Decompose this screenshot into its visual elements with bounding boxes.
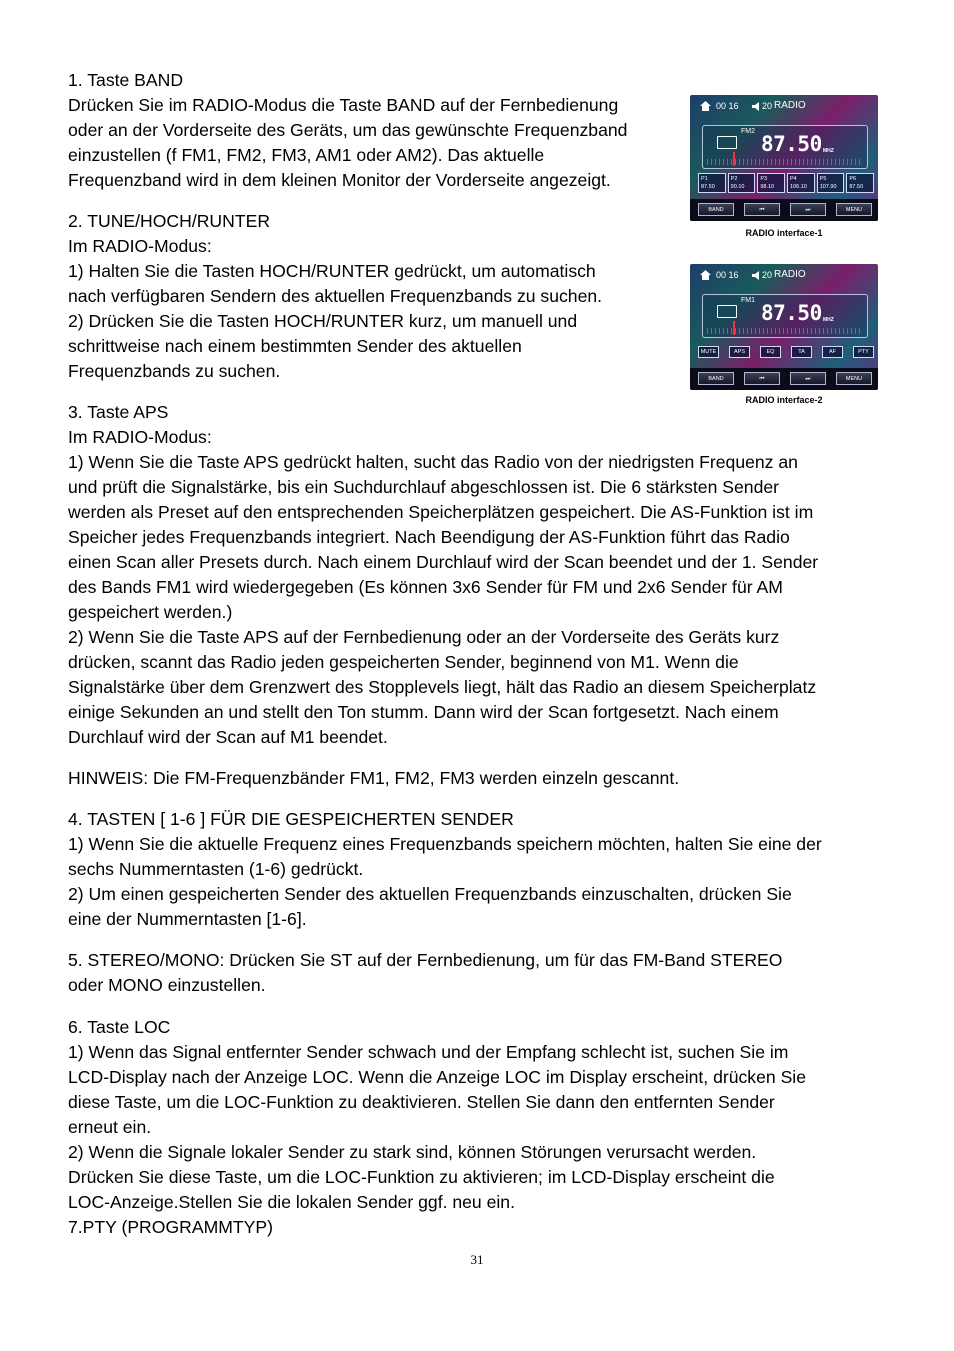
preset-button-4[interactable] — [787, 173, 815, 193]
frequency-unit: MHZ — [823, 148, 834, 154]
section-3-heading: 3. Taste APS — [68, 402, 169, 422]
home-icon — [700, 270, 711, 280]
section-7-heading: 7.PTY (PROGRAMMTYP) — [68, 1217, 273, 1237]
next-icon[interactable]: ⏭ — [790, 203, 826, 216]
section-5-line: oder MONO einzustellen. — [68, 975, 266, 995]
clock: 00 16 — [716, 270, 739, 280]
band-button[interactable]: BAND — [698, 203, 734, 216]
home-icon — [700, 101, 711, 111]
section-2-heading: 2. TUNE/HOCH/RUNTER — [68, 211, 271, 231]
function-row — [698, 346, 874, 358]
previous-icon[interactable]: ⏮ — [744, 372, 780, 385]
preset-frequency: 87.50 — [701, 184, 715, 190]
volume-icon — [752, 271, 761, 280]
preset-label: P1 — [701, 176, 708, 182]
section-2-line: nach verfügbaren Sendern des aktuellen Frequenzbands zu suchen. — [68, 286, 603, 306]
radio-interface-1-screenshot — [690, 95, 878, 221]
section-6-line: 2) Wenn die Signale lokaler Sender zu stark sind, können Störungen verursacht werden. — [68, 1142, 757, 1162]
section-1-line: oder an der Vorderseite des Geräts, um das gewünschte Frequenzband — [68, 120, 628, 140]
section-3-line: 2) Wenn Sie die Taste APS auf der Fernbedienung oder an der Vorderseite des Geräts kurz — [68, 627, 780, 647]
section-4-heading: 4. TASTEN [ 1-6 ] FÜR DIE GESPEICHERTEN SENDER — [68, 809, 514, 829]
menu-button[interactable]: MENU — [836, 203, 872, 216]
preset-button-5[interactable] — [817, 173, 845, 193]
section-4-line: 1) Wenn Sie die aktuelle Frequenz eines Frequenzbands speichern möchten, halten Sie eine der — [68, 834, 822, 854]
frequency-unit: MHZ — [823, 317, 834, 323]
section-4-line: 2) Um einen gespeicherten Sender des aktuellen Frequenzbands einzuschalten, drücken Sie — [68, 884, 792, 904]
band-button[interactable]: BAND — [698, 372, 734, 385]
section-6-line: erneut ein. — [68, 1117, 152, 1137]
mute-button[interactable]: MUTE — [698, 346, 719, 358]
section-3-line: 1) Wenn Sie die Taste APS gedrückt halten, sucht das Radio von der niedrigsten Frequenz an — [68, 452, 798, 472]
preset-button-6[interactable] — [846, 173, 874, 193]
frequency-display — [702, 125, 868, 169]
preset-label: P3 — [760, 176, 768, 182]
preset-row — [698, 173, 874, 193]
band-label: FM1 — [741, 297, 755, 304]
preset-label: P2 — [730, 176, 738, 182]
radio-interface-2-screenshot — [690, 264, 878, 390]
status-bar — [690, 95, 878, 119]
page-number: 31 — [470, 1252, 484, 1267]
note-paragraph: HINWEIS: Die FM-Frequenzbänder FM1, FM2, FM3 werden einzeln gescannt. — [68, 768, 680, 788]
caption-interface-2: RADIO interface-2 — [745, 395, 823, 405]
next-icon[interactable]: ⏭ — [790, 372, 826, 385]
clock: 00 16 — [716, 101, 739, 111]
section-3-line: Durchlauf wird der Scan auf M1 beendet. — [68, 727, 388, 747]
section-3-line: des Bands FM1 wird wiedergegeben (Es können 3x6 Sender für FM und 2x6 Sender für AM — [68, 577, 783, 597]
tuning-scale — [707, 328, 863, 334]
section-2-line: Frequenzbands zu suchen. — [68, 361, 281, 381]
menu-button[interactable]: MENU — [836, 372, 872, 385]
section-3-line: Speicher jedes Frequenzbands integriert. Nach Beendigung der AS-Funktion führt das Radio — [68, 527, 790, 547]
radio-icon — [717, 136, 737, 149]
section-2-line: Im RADIO-Modus: — [68, 236, 212, 256]
section-2-line: 1) Halten Sie die Tasten HOCH/RUNTER gedrückt, um automatisch — [68, 261, 596, 281]
section-1-line: Drücken Sie im RADIO-Modus die Taste BAND auf der Fernbedienung — [68, 95, 619, 115]
eq-button[interactable]: EQ — [760, 346, 781, 358]
section-6-line: diese Taste, um die LOC-Funktion zu deaktivieren. Stellen Sie dann den entfernten Sender — [68, 1092, 775, 1112]
section-1-heading: 1. Taste BAND — [68, 70, 184, 90]
section-4-line: eine der Nummerntasten [1-6]. — [68, 909, 307, 929]
section-3-line: einige Sekunden an und stellt den Ton stumm. Dann wird der Scan fortgesetzt. Nach einem — [68, 702, 779, 722]
preset-label: P6 — [849, 176, 857, 182]
section-1-line: Frequenzband wird in dem kleinen Monitor der Vorderseite angezeigt. — [68, 170, 611, 190]
aps-button[interactable]: APS — [729, 346, 750, 358]
section-5-line: 5. STEREO/MONO: Drücken Sie ST auf der Fernbedienung, um für das FM-Band STEREO — [68, 950, 783, 970]
frequency-value: 87.50 — [761, 132, 822, 156]
mode-label: RADIO — [774, 100, 806, 111]
preset-frequency: 87.50 — [849, 184, 864, 190]
preset-button-1[interactable] — [698, 173, 726, 193]
section-3-line: gespeichert werden.) — [68, 602, 233, 622]
tuning-needle — [733, 321, 735, 335]
preset-frequency: 98.10 — [760, 184, 775, 190]
section-6-line: Drücken Sie diese Taste, um die LOC-Funktion zu aktivieren; im LCD-Display erscheint die — [68, 1167, 775, 1187]
af-button[interactable]: AF — [822, 346, 843, 358]
preset-frequency: 107.90 — [819, 184, 837, 190]
pty-button[interactable]: PTY — [853, 346, 874, 358]
frequency-display — [702, 294, 868, 338]
status-bar — [690, 264, 878, 288]
frequency-value: 87.50 — [761, 301, 822, 325]
preset-frequency: 106.10 — [790, 184, 807, 190]
preset-frequency: 90.10 — [730, 184, 745, 190]
previous-icon[interactable]: ⏮ — [744, 203, 780, 216]
volume-level: 20 — [762, 101, 773, 111]
preset-button-3[interactable] — [757, 173, 785, 193]
band-label: FM2 — [741, 128, 755, 135]
volume-level: 20 — [762, 270, 773, 280]
section-3-line: drücken, scannt das Radio jeden gespeicherten Sender, beginnend von M1. Wenn die — [68, 652, 739, 672]
control-bar — [690, 199, 878, 221]
section-2-line: 2) Drücken Sie die Tasten HOCH/RUNTER kurz, um manuell und — [68, 311, 578, 331]
section-6-heading: 6. Taste LOC — [68, 1017, 171, 1037]
section-3-line: einen Scan aller Presets durch. Nach einem Durchlauf wird der Scan beendet und der 1. Sender — [68, 552, 819, 572]
section-6-line: LOC-Anzeige.Stellen Sie die lokalen Sender ggf. neu ein. — [68, 1192, 515, 1212]
caption-interface-1: RADIO interface-1 — [745, 228, 823, 238]
control-bar — [690, 368, 878, 390]
section-6-line: LCD-Display nach der Anzeige LOC. Wenn die Anzeige LOC im Display erscheint, drücken Sie — [68, 1067, 806, 1087]
section-3-line: und prüft die Signalstärke, bis ein Suchdurchlauf abgeschlossen ist. Die 6 stärksten Sender — [68, 477, 780, 497]
section-3-line: werden als Preset auf den entsprechenden Speicherplätzen gespeichert. Die AS-Funktion ist im — [68, 502, 814, 522]
ta-button[interactable]: TA — [791, 346, 812, 358]
preset-label: P5 — [819, 176, 827, 182]
radio-icon — [717, 305, 737, 318]
preset-label: P4 — [790, 176, 797, 182]
tuning-needle — [733, 152, 735, 166]
tuning-scale — [707, 159, 863, 165]
section-1-line: einzustellen (f FM1, FM2, FM3, AM1 oder AM2). Das aktuelle — [68, 145, 545, 165]
section-2-line: schrittweise nach einem bestimmten Sender des aktuellen — [68, 336, 522, 356]
section-6-line: 1) Wenn das Signal entfernter Sender schwach und der Empfang schlecht ist, suchen Sie im — [68, 1042, 789, 1062]
preset-button-2[interactable] — [728, 173, 756, 193]
section-4-line: sechs Nummerntasten (1-6) gedrückt. — [68, 859, 364, 879]
mode-label: RADIO — [774, 269, 806, 280]
section-3-line: Im RADIO-Modus: — [68, 427, 212, 447]
section-3-line: Signalstärke über dem Grenzwert des Stopplevels liegt, hält das Radio an diesem Speicherplatz — [68, 677, 817, 697]
volume-icon — [752, 102, 761, 111]
